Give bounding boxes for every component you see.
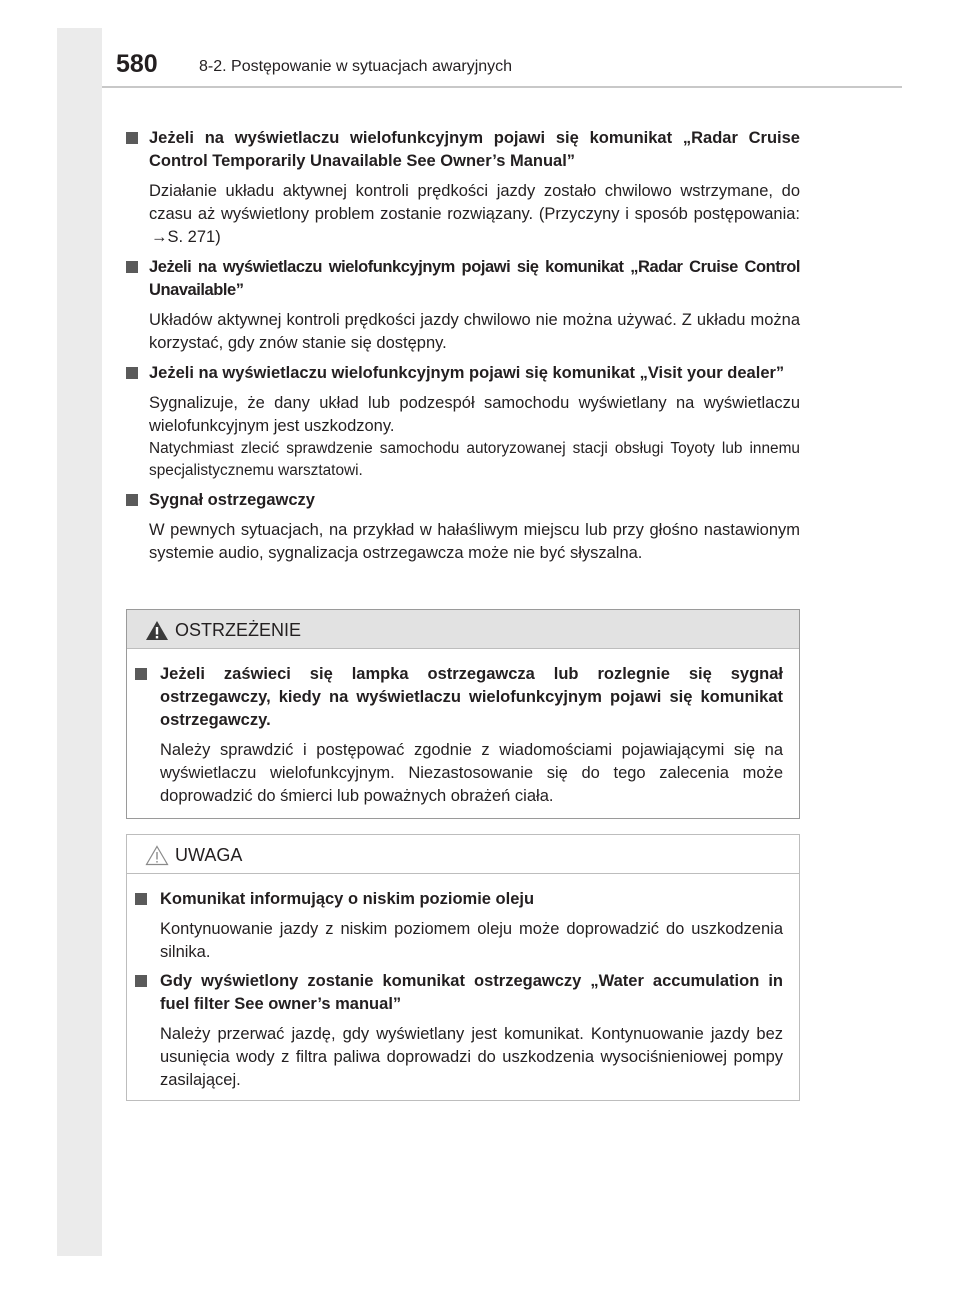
item-body: Należy sprawdzić i postępować zgodnie z wiadomościami pojawiającymi się na wyświetlaczu wielofunkcyjnym. Niezastosowanie się do tego zalecenia może doprowadzić do śmierci lub poważnych obrażeń ciała.	[160, 741, 783, 805]
item-heading	[126, 489, 800, 512]
warning-box-body	[127, 649, 799, 808]
item-body: W pewnych sytuacjach, na przykład w hałaśliwym miejscu lub przy głośno nastawionym systemie audio, sygnalizacja ostrzegawcza może nie być słyszalna.	[149, 521, 800, 562]
notice-box-body	[127, 874, 799, 1092]
item-body: Kontynuowanie jazdy z niskim poziomem oleju może doprowadzić do uszkodzenia silnika.	[160, 920, 783, 961]
item-heading	[135, 888, 783, 911]
page-side-band	[57, 28, 102, 1256]
item-body-text: Działanie układu aktywnej kontroli prędkości jazdy zostało chwilowo wstrzymane, do czasu aż wyświetlony problem zostanie rozwiązany. (Przyczyny i sposób postępowania:	[149, 182, 800, 223]
square-bullet-icon	[126, 494, 138, 506]
page-number: 580	[116, 50, 158, 78]
square-bullet-icon	[126, 367, 138, 379]
info-item	[126, 489, 800, 565]
item-heading-text: Jeżeli na wyświetlaczu wielofunkcyjnym pojawi się komunikat „Radar Cruise Control Unavailable”	[149, 258, 800, 299]
warning-box-header	[127, 610, 799, 649]
item-body: Należy przerwać jazdę, gdy wyświetlany jest komunikat. Kontynuowanie jazdy bez usunięcia wody z filtra paliwa doprowadzi do uszkodzenia wysociśnieniowej pompy zasilającej.	[160, 1025, 783, 1089]
notice-box-header	[127, 835, 799, 874]
warning-box-title: OSTRZEŻENIE	[175, 620, 302, 640]
square-bullet-icon	[135, 893, 147, 905]
notice-box	[126, 834, 800, 1101]
info-item	[126, 127, 800, 249]
item-heading	[135, 663, 783, 732]
item-heading-text: Sygnał ostrzegawczy	[149, 491, 315, 509]
caution-triangle-outline-icon	[145, 845, 169, 866]
item-heading	[135, 970, 783, 1016]
info-item	[126, 256, 800, 355]
square-bullet-icon	[126, 261, 138, 273]
section-title: 8-2. Postępowanie w sytuacjach awaryjnych	[199, 58, 513, 75]
item-heading-text: Gdy wyświetlony zostanie komunikat ostrzegawczy „Water accumulation in fuel filter See owner’s manual”	[160, 972, 783, 1013]
info-item	[126, 362, 800, 482]
item-body: Układów aktywnej kontroli prędkości jazdy chwilowo nie można używać. Z układu można korzystać, gdy znów stanie się dostępny.	[149, 311, 800, 352]
warning-box	[126, 609, 800, 819]
warning-item	[135, 663, 783, 808]
item-heading	[126, 362, 800, 385]
item-body: Sygnalizuje, że dany układ lub podzespół samochodu wyświetlany na wyświetlaczu wielofunkcyjnym jest uszkodzony.	[149, 394, 800, 435]
page-reference: →S. 271)	[151, 228, 221, 246]
item-heading	[126, 127, 800, 173]
item-heading-text: Jeżeli na wyświetlaczu wielofunkcyjnym pojawi się komunikat „Visit your dealer”	[149, 364, 785, 382]
item-body	[126, 180, 800, 249]
notice-item	[135, 888, 783, 964]
item-heading-text: Komunikat informujący o niskim poziomie oleju	[160, 890, 535, 908]
notice-item	[135, 970, 783, 1092]
warning-triangle-icon	[145, 620, 169, 641]
square-bullet-icon	[135, 668, 147, 680]
page-header	[102, 28, 900, 86]
item-heading-text: Jeżeli zaświeci się lampka ostrzegawcza lub rozlegnie się sygnał ostrzegawczy, kiedy na wyświetlaczu wielofunkcyjnym pojawi się komunikat ostrzegawczy.	[160, 665, 783, 729]
notice-box-title: UWAGA	[175, 845, 243, 865]
item-heading-text: Jeżeli na wyświetlaczu wielofunkcyjnym pojawi się komunikat „Radar Cruise Control Temporarily Unavailable See Owner’s Manual”	[149, 129, 800, 170]
header-divider	[102, 86, 902, 88]
item-heading	[126, 256, 800, 302]
square-bullet-icon	[126, 132, 138, 144]
square-bullet-icon	[135, 975, 147, 987]
item-body-secondary: Natychmiast zlecić sprawdzenie samochodu autoryzowanej stacji obsługi Toyoty lub innemu specjalistycznemu warsztatowi.	[149, 440, 800, 479]
main-content	[126, 127, 800, 572]
